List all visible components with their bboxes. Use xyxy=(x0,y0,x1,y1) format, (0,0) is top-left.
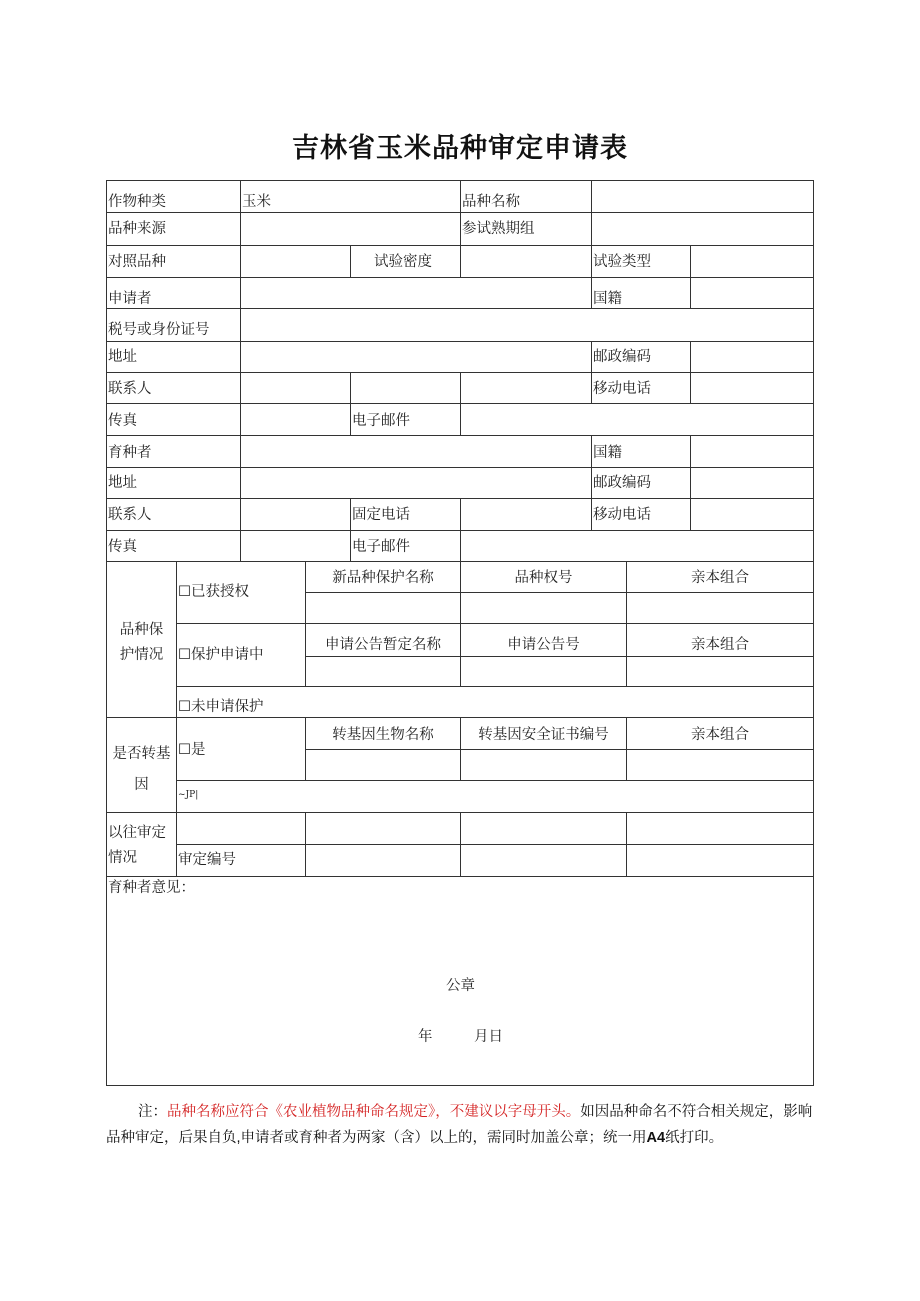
address-field[interactable] xyxy=(240,341,592,373)
prior-review-field-4[interactable] xyxy=(626,812,814,845)
breeder-field[interactable] xyxy=(240,435,592,468)
breeder-mobile-label: 移动电话 xyxy=(593,507,651,523)
mobile-field[interactable] xyxy=(690,372,814,404)
trial-density-field[interactable] xyxy=(460,245,592,278)
granted-header-name: 新品种保护名称 xyxy=(332,570,434,586)
breeder-fax-field[interactable] xyxy=(240,530,351,562)
transgenic-header-name: 转基因生物名称 xyxy=(332,727,434,743)
transgenic-yes-checkbox-icon[interactable]: ☐ xyxy=(178,742,191,758)
prior-review-field-2[interactable] xyxy=(305,812,461,845)
granted-option[interactable] xyxy=(178,584,249,600)
trial-type-field[interactable] xyxy=(690,245,814,278)
contact-field[interactable] xyxy=(240,372,351,404)
email-label: 电子邮件 xyxy=(352,413,410,429)
fax-label: 传真 xyxy=(108,413,137,429)
transgenic-name-field[interactable] xyxy=(305,749,461,781)
nationality-field[interactable] xyxy=(690,277,814,309)
contact-extra-field[interactable] xyxy=(350,372,461,404)
postcode-label: 邮政编码 xyxy=(593,349,651,365)
review-number-field-3[interactable] xyxy=(626,844,814,877)
not-applied-checkbox-icon[interactable]: ☐ xyxy=(178,699,191,715)
breeder-mobile-field[interactable] xyxy=(690,498,814,531)
footnote-text-2: 纸打印。 xyxy=(665,1130,724,1146)
date-month-day-label: 月日 xyxy=(474,1029,503,1045)
tax-id-label: 税号或身份证号 xyxy=(108,322,210,338)
granted-parent-field[interactable] xyxy=(626,592,814,624)
transgenic-header-cert: 转基因安全证书编号 xyxy=(478,727,609,743)
contact-label: 联系人 xyxy=(108,381,152,397)
transgenic-yes-label: 是 xyxy=(191,742,206,758)
breeder-address-label: 地址 xyxy=(108,475,137,491)
applying-header-parent: 亲本组合 xyxy=(691,637,749,653)
trial-group-field[interactable] xyxy=(591,212,814,246)
prior-review-field-1[interactable] xyxy=(176,812,306,845)
transgenic-section-label-line2: 因 xyxy=(134,777,149,793)
applicant-field[interactable] xyxy=(240,277,592,309)
footnote-prefix: 注： xyxy=(138,1104,167,1120)
footnote-red-text: 品种名称应符合《农业植物品种命名规定》，不建议以字母开头。 xyxy=(167,1104,581,1120)
variety-name-field[interactable] xyxy=(591,180,814,213)
applying-option[interactable] xyxy=(178,647,264,663)
applying-name-field[interactable] xyxy=(305,656,461,687)
breeder-opinion-label: 育种者意见： xyxy=(108,880,195,896)
variety-source-label: 品种来源 xyxy=(108,221,166,237)
prior-review-field-3[interactable] xyxy=(460,812,627,845)
landline-field[interactable] xyxy=(460,498,592,531)
prior-review-label-line1: 以往审定 xyxy=(108,825,166,841)
official-seal-label: 公章 xyxy=(446,978,475,994)
transgenic-no-label: ~JP| xyxy=(178,790,199,800)
trial-density-label: 试验密度 xyxy=(374,254,432,270)
applying-parent-field[interactable] xyxy=(626,656,814,687)
mobile-label: 移动电话 xyxy=(593,381,651,397)
not-applied-option-cell[interactable] xyxy=(176,686,814,718)
granted-label: 已获授权 xyxy=(191,584,249,600)
breeder-postcode-label: 邮政编码 xyxy=(593,475,651,491)
applying-checkbox-icon[interactable]: ☐ xyxy=(178,647,191,663)
footnote xyxy=(106,1099,818,1151)
address-label: 地址 xyxy=(108,349,137,365)
transgenic-section-label-line1: 是否转基 xyxy=(112,746,171,762)
landline-label: 固定电话 xyxy=(352,507,410,523)
email-field[interactable] xyxy=(460,403,814,436)
transgenic-yes-option[interactable] xyxy=(178,742,206,758)
applying-header-number: 申请公告号 xyxy=(507,637,580,653)
granted-right-number-field[interactable] xyxy=(460,592,627,624)
crop-type-value-cell[interactable] xyxy=(240,180,461,213)
transgenic-cert-field[interactable] xyxy=(460,749,627,781)
review-number-field-1[interactable] xyxy=(305,844,461,877)
transgenic-header-parent: 亲本组合 xyxy=(691,727,749,743)
granted-checkbox-icon[interactable]: ☐ xyxy=(178,584,191,600)
breeder-contact-field[interactable] xyxy=(240,498,351,531)
footnote-text-1: 如因品种命名不符合相关规定，影响品种审定，后果自负,申请者或育种者为两家（含）以上的，需同时加盖公章；统一用 xyxy=(106,1104,813,1146)
page-title: 吉林省玉米品种审定申请表 xyxy=(292,133,628,164)
variety-name-label: 品种名称 xyxy=(462,194,520,210)
crop-type-value: 玉米 xyxy=(242,194,271,210)
applying-header-name: 申请公告暂定名称 xyxy=(325,637,441,653)
applicant-label: 申请者 xyxy=(108,291,152,307)
footnote-bold-text: A4 xyxy=(646,1130,666,1146)
control-variety-field[interactable] xyxy=(240,245,351,278)
granted-header-parent: 亲本组合 xyxy=(691,570,749,586)
control-variety-label: 对照品种 xyxy=(108,254,166,270)
prior-review-label-cell xyxy=(106,812,177,877)
breeder-postcode-field[interactable] xyxy=(690,467,814,499)
applying-number-field[interactable] xyxy=(460,656,627,687)
tax-id-field[interactable] xyxy=(240,308,814,342)
review-number-field-2[interactable] xyxy=(460,844,627,877)
protection-section-label-cell xyxy=(106,561,177,718)
applying-label: 保护申请中 xyxy=(191,647,264,663)
transgenic-parent-field[interactable] xyxy=(626,749,814,781)
protection-section-label-line2: 护情况 xyxy=(119,647,164,663)
breeder-address-field[interactable] xyxy=(240,467,592,499)
transgenic-section-label-cell xyxy=(106,717,177,813)
fax-field[interactable] xyxy=(240,403,351,436)
breeder-contact-label: 联系人 xyxy=(108,507,152,523)
postcode-field[interactable] xyxy=(690,341,814,373)
trial-group-label: 参试熟期组 xyxy=(462,221,535,237)
breeder-email-field[interactable] xyxy=(460,530,814,562)
granted-name-field[interactable] xyxy=(305,592,461,624)
not-applied-option[interactable] xyxy=(178,699,264,715)
transgenic-no-cell[interactable] xyxy=(176,780,814,813)
review-number-label: 审定编号 xyxy=(178,852,236,868)
breeder-label: 育种者 xyxy=(108,445,152,461)
crop-type-label: 作物种类 xyxy=(108,194,166,210)
granted-header-right-number: 品种权号 xyxy=(514,570,573,586)
breeder-nationality-field[interactable] xyxy=(690,435,814,468)
protection-section-label-line1: 品种保 xyxy=(119,622,164,638)
contact-extra-field-2[interactable] xyxy=(460,372,592,404)
prior-review-label-line2: 情况 xyxy=(108,850,137,866)
trial-type-label: 试验类型 xyxy=(593,254,651,270)
nationality-label: 国籍 xyxy=(593,291,622,307)
variety-source-field[interactable] xyxy=(240,212,461,246)
breeder-fax-label: 传真 xyxy=(108,539,137,555)
breeder-email-label: 电子邮件 xyxy=(352,539,410,555)
breeder-nationality-label: 国籍 xyxy=(593,445,622,461)
not-applied-label: 未申请保护 xyxy=(191,699,264,715)
date-year-label: 年 xyxy=(418,1029,433,1045)
